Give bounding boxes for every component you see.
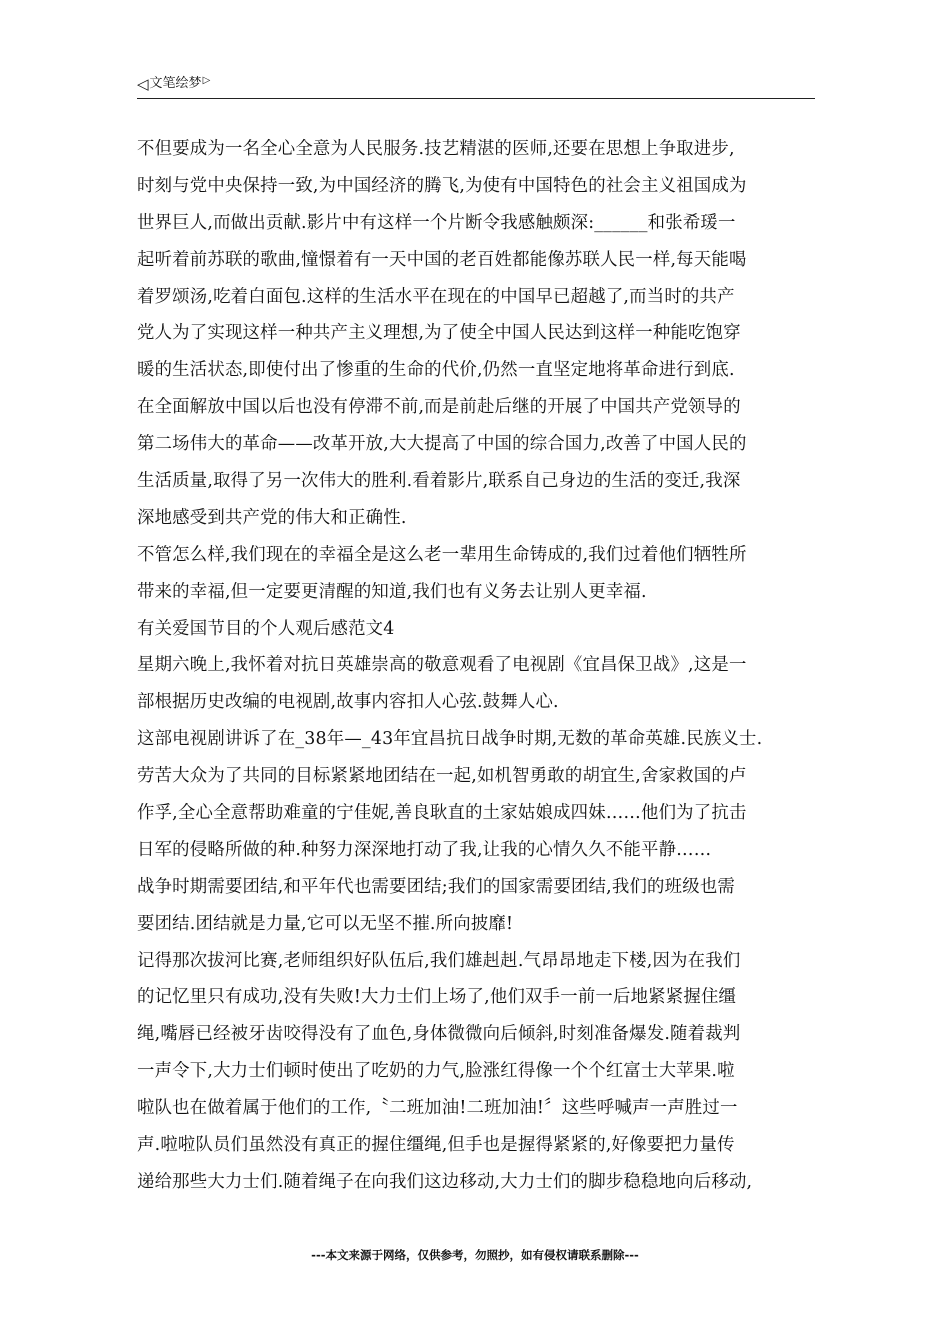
triangle-left-icon: ◁ <box>137 75 149 93</box>
page-header <box>137 74 815 99</box>
text-line: 作孚,全心全意帮助难童的宁佳妮,善良耿直的土家姑娘成四妹……他们为了抗击 <box>137 803 747 824</box>
document-body <box>137 131 827 1201</box>
text-line: 世界巨人,而做出贡献.影片中有这样一个片断令我感触颇深:______和张希瑗一 <box>137 212 736 233</box>
text-line: 部根据历史改编的电视剧,故事内容扣人心弦.鼓舞人心. <box>137 692 559 713</box>
text-line: 日军的侵略所做的种.种努力深深地打动了我,让我的心情久久不能平静…… <box>137 839 712 860</box>
triangle-right-icon: ▷ <box>202 75 211 86</box>
text-line: 不管怎么样,我们现在的幸福全是这么老一辈用生命铸成的,我们过着他们牺牲所 <box>137 544 747 565</box>
text-line: 声.啦啦队员们虽然没有真正的握住缰绳,但手也是握得紧紧的,好像要把力量传 <box>137 1135 735 1156</box>
text-line: 第二场伟大的革命——改革开放,大大提高了中国的综合国力,改善了中国人民的 <box>137 434 747 455</box>
text-line: 时刻与党中央保持一致,为中国经济的腾飞,为使有中国特色的社会主义祖国成为 <box>137 175 747 196</box>
section-heading: 有关爱国节目的个人观后感范文4 <box>137 618 395 639</box>
text-line: 深地感受到共产党的伟大和正确性. <box>137 507 407 528</box>
text-line: 生活质量,取得了另一次伟大的胜利.看着影片,联系自己身边的生活的变迁,我深 <box>137 471 741 492</box>
page-footer: ---本文来源于网络，仅供参考，勿照抄，如有侵权请联系删除--- <box>311 1248 639 1262</box>
text-line: 暖的生活状态,即使付出了惨重的生命的代价,仍然一直坚定地将革命进行到底. <box>137 360 735 381</box>
text-line: 着罗颂汤,吃着白面包.这样的生活水平在现在的中国早已超越了,而当时的共产 <box>137 286 735 307</box>
text-line: 这部电视剧讲诉了在_38年—_43年宜昌抗日战争时期,无数的革命英雄.民族义士. <box>137 729 763 750</box>
text-line: 一声令下,大力士们顿时使出了吃奶的力气,脸涨红得像一个个红富士大苹果.啦 <box>137 1061 735 1082</box>
text-line: 在全面解放中国以后也没有停滞不前,而是前赴后继的开展了中国共产党领导的 <box>137 397 741 418</box>
text-line: 带来的幸福,但一定要更清醒的知道,我们也有义务去让别人更幸福. <box>137 581 647 602</box>
text-line: 绳,嘴唇已经被牙齿咬得没有了血色,身体微微向后倾斜,时刻准备爆发.随着裁判 <box>137 1024 741 1045</box>
text-line: 劳苦大众为了共同的目标紧紧地团结在一起,如机智勇敢的胡宜生,舍家救国的卢 <box>137 766 747 787</box>
brand-label: 文笔绘梦 <box>149 76 202 91</box>
text-line: 递给那些大力士们.随着绳子在向我们这边移动,大力士们的脚步稳稳地向后移动, <box>137 1171 753 1192</box>
text-line: 起听着前苏联的歌曲,憧憬着有一天中国的老百姓都能像苏联人民一样,每天能喝 <box>137 249 747 270</box>
text-line: 不但要成为一名全心全意为人民服务.技艺精湛的医师,还要在思想上争取进步, <box>137 139 735 159</box>
text-line: 党人为了实现这样一种共产主义理想,为了使全中国人民达到这样一种能吃饱穿 <box>137 323 741 344</box>
text-line: 记得那次拔河比赛,老师组织好队伍后,我们雄赳赳.气昂昂地走下楼,因为在我们 <box>137 950 741 971</box>
header-brand <box>137 74 210 94</box>
text-line: 的记忆里只有成功,没有失败!大力士们上场了,他们双手一前一后地紧紧握住缰 <box>137 987 737 1008</box>
text-line: 战争时期需要团结,和平年代也需要团结;我们的国家需要团结,我们的班级也需 <box>137 876 736 897</box>
text-line: 要团结.团结就是力量,它可以无坚不摧.所向披靡! <box>137 913 514 934</box>
text-line: 啦队也在做着属于他们的工作,〝二班加油!二班加油!〞这些呼喊声一声胜过一 <box>137 1098 738 1119</box>
text-line: 星期六晚上,我怀着对抗日英雄崇高的敬意观看了电视剧《宜昌保卫战》,这是一 <box>137 655 747 676</box>
